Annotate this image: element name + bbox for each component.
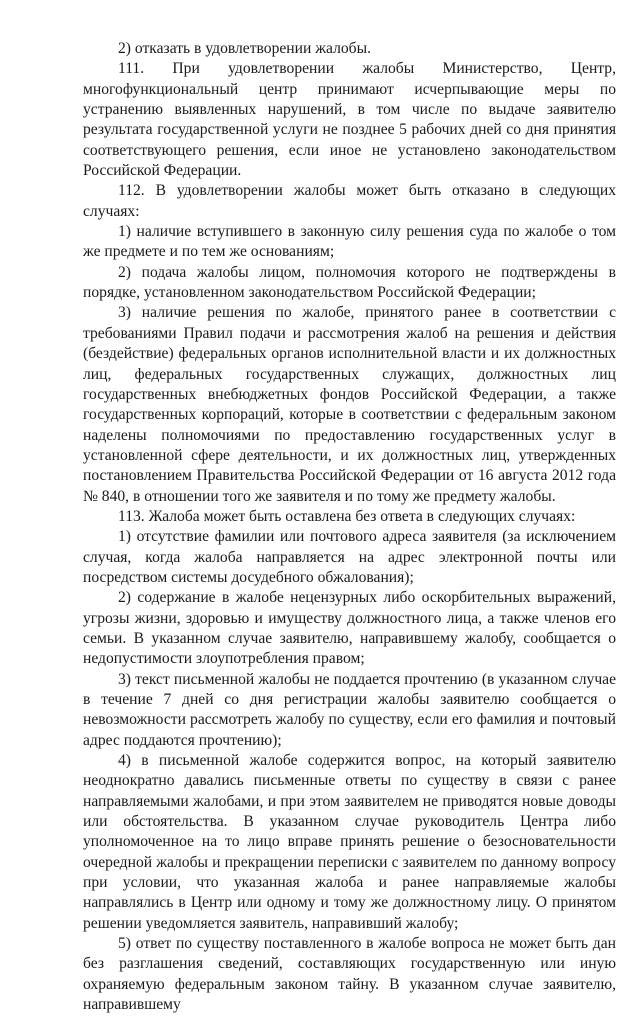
- paragraph-113-item-2: 2) содержание в жалобе нецензурных либо оскорбительных выражений, угрозы жизни, здоровью и имуществу должностного лица, а также членов его семьи. В указанном случае заявителю, направившему жалобу, сообщается о недопустимости злоупотребления правом;: [83, 589, 616, 668]
- paragraph-112-item-2: 2) подача жалобы лицом, полномочия которого не подтверждены в порядке, установленном законодательством Российской Федерации;: [83, 263, 616, 302]
- paragraph-112: 112. В удовлетворении жалобы может быть отказано в следующих случаях:: [83, 182, 616, 220]
- paragraph-112-item-3: 3) наличие решения по жалобе, принятого ранее в соответствии с требованиями Правил подачи и рассмотрения жалоб на решения и действия (бездействие) федеральных органов исполнительной власти и их должностных лиц, федеральных государственных служащих, должностных лиц государственных внебюджетных фондов Российской Федерации, а также государственных корпораций, которые в соответствии с федеральным законом наделены полномочиями по предоставлению государственных услуг в установленной сфере деятельности, и их должностных лиц, утвержденных постановлением Правительства Российской Федерации от 16 августа 2012 года № 840, в отношении того же заявителя и по тому же предмету жалобы.: [83, 304, 616, 505]
- paragraph-111: 111. При удовлетворении жалобы Министерство, Центр, многофункциональный центр принимают исчерпывающие меры по устранению выявленных нарушений, в том числе по выдаче заявителю результата государственной услуги не позднее 5 рабочих дней со дня принятия соответствующего решения, если иное не установлено законодательством Российской Федерации.: [83, 60, 616, 180]
- paragraph-113-item-5: 5) ответ по существу поставленного в жалобе вопроса не может быть дан без разглашения сведений, составляющих государственную или иную охраняемую федеральным законом тайну. В указанном случае заявителю, направившему: [83, 935, 616, 1014]
- paragraph-113: 113. Жалоба может быть оставлена без ответа в следующих случаях:: [118, 507, 576, 525]
- paragraph-113-item-1: 1) отсутствие фамилии или почтового адреса заявителя (за исключением случая, когда жалоба направляется на адрес электронной почты или посредством системы досудебного обжалования);: [83, 528, 616, 586]
- paragraph-113-item-4: 4) в письменной жалобе содержится вопрос, на который заявителю неоднократно давались письменные ответы по существу в связи с ранее направляемыми жалобами, и при этом заявителем не приводятся новые доводы или обстоятельства. В указанном случае руководитель Центра либо уполномоченное на то лицо вправе принять решение о безосновательности очередной жалобы и прекращении переписки с заявителем по данному вопросу при условии, что указанная жалоба и ранее направляемые жалобы направлялись в Центр или одному и тому же должностному лицу. О принятом решении уведомляется заявитель, направивший жалобу;: [83, 752, 616, 932]
- document-body: [83, 39, 616, 1016]
- paragraph-113-item-3: 3) текст письменной жалобы не поддается прочтению (в указанном случае в течение 7 дней со дня регистрации жалобы заявителю сообщается о невозможности рассмотреть жалобу по существу, если его фамилия и почтовый адрес поддаются прочтению);: [83, 670, 616, 749]
- paragraph-112-item-1: 1) наличие вступившего в законную силу решения суда по жалобе о том же предмете и по тем же основаниям;: [83, 223, 616, 261]
- paragraph-refuse-complaint: 2) отказать в удовлетворении жалобы.: [118, 40, 371, 57]
